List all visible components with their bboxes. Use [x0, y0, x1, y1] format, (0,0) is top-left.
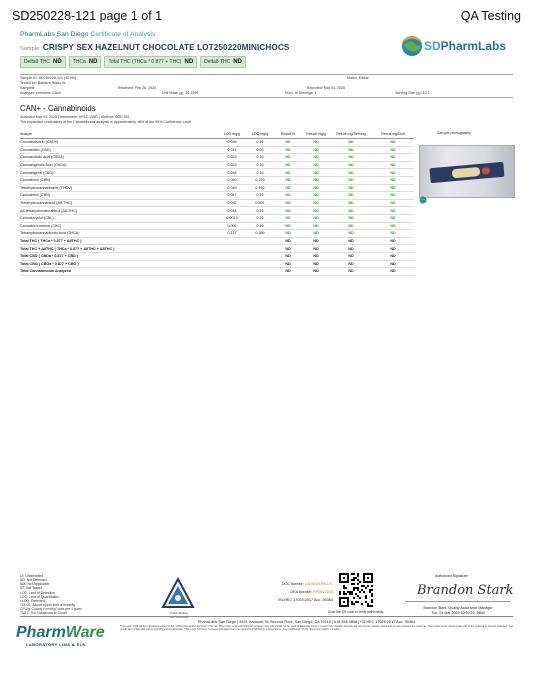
table-row [20, 214, 414, 222]
license-block [233, 580, 333, 604]
cell-value: ND [372, 154, 414, 162]
section-title: CAN+ - Cannabinoids [20, 104, 96, 113]
analyte-name: Cannabicyclol (CBL) [20, 214, 218, 222]
cell-value: ND [330, 260, 372, 268]
cell-value: 0.069 [218, 176, 246, 184]
cell-value: ND [372, 268, 414, 276]
empty-cell [246, 237, 274, 245]
meta-serving-size: Serving Size (g): 10.2 [395, 91, 430, 95]
analyte-name: Cannabidivarin (CBDV) [20, 139, 218, 147]
cell-value: 0.048 [218, 169, 246, 177]
meta-unit-mass: Unit Mass (g): 10.1995 [162, 91, 199, 95]
cell-value: ND [330, 146, 372, 154]
legend-item: >ULOL: Above upper limit of linearity [20, 603, 76, 608]
iso-accreditation: ISO/IEC 17025:2017 Acc. 95364 [278, 598, 333, 602]
cell-value: ND [274, 139, 302, 147]
cell-value: ND [372, 260, 414, 268]
cell-value: ND [274, 192, 302, 200]
signature-image: Brandon Stark [417, 583, 514, 598]
cell-value: 0.16 [246, 214, 274, 222]
globe-icon [419, 196, 427, 204]
badge-total-thc: Total THC (THCa * 0.877 + THC) ND [104, 56, 197, 68]
cell-value: ND [372, 214, 414, 222]
cell-value: ND [330, 222, 372, 230]
signature-line [405, 601, 511, 602]
cell-value: ND [302, 154, 330, 162]
legend-item: N/A: Not Applicable [20, 582, 50, 587]
cell-value: ND [330, 230, 372, 238]
cell-value: 0.16 [246, 169, 274, 177]
badge-delta9: Delta9 THC ND [20, 56, 66, 68]
table-row [20, 154, 414, 162]
total-row [20, 268, 414, 276]
cell-value: 0.307 [246, 199, 274, 207]
section-analyzed: Analyzed Mar 03, 2025 | Instrument: HPLC-VWD | Method: SOP-001 [20, 115, 130, 119]
cell-value: ND [274, 161, 302, 169]
divider [20, 74, 513, 75]
cell-value: 0.16 [246, 154, 274, 162]
col-result-mgg: Result mg/g [302, 130, 330, 139]
analyte-name: Cannabigerol (CBG) [20, 169, 218, 177]
total-row [20, 245, 414, 253]
sample-photo [419, 145, 515, 198]
cell-value: 0.0013 [218, 214, 246, 222]
logo-text-sd: SD [424, 39, 441, 53]
cell-value: 0.049 [218, 184, 246, 192]
cell-value: 0.16 [246, 222, 274, 230]
analyte-name: Tetrahydrocannabinolic Acid (THCA) [20, 230, 218, 238]
cell-value: ND [274, 154, 302, 162]
empty-cell [218, 260, 246, 268]
cell-value: ND [274, 146, 302, 154]
cell-value: ND [274, 222, 302, 230]
analyte-name: Tetrahydrocannabivarin (THCV) [20, 184, 218, 192]
cell-value: ND [274, 169, 302, 177]
cell-value: ND [372, 139, 414, 147]
meta-matrix: Matrix: Edible [347, 76, 369, 80]
cell-value: ND [372, 207, 414, 215]
cell-value: ND [330, 161, 372, 169]
col-lod: LOD mg/g [218, 130, 246, 139]
sample-label: Sample: [20, 46, 41, 52]
table-row [20, 222, 414, 230]
cell-value: ND [372, 161, 414, 169]
cell-value: ND [302, 260, 330, 268]
cell-value: ND [302, 139, 330, 147]
cell-value: ND [274, 199, 302, 207]
cell-value: 0.16 [246, 192, 274, 200]
cell-value: 0.389 [246, 230, 274, 238]
lab-name [20, 31, 155, 38]
sample-title [20, 43, 289, 52]
divider [20, 97, 513, 98]
globe-icon [400, 33, 424, 59]
cell-value: ND [372, 192, 414, 200]
total-name: Total CBG ( CBGa * 0.877 + CBG ) [20, 260, 218, 268]
cell-value: 0.092 [218, 199, 246, 207]
cell-value: ND [302, 230, 330, 238]
cell-value: ND [302, 199, 330, 207]
cell-value: 0.16 [246, 207, 274, 215]
cell-value: ND [302, 192, 330, 200]
table-row [20, 192, 414, 200]
meta-received: Received: Feb 26, 2025 [118, 86, 157, 90]
cell-value: ND [330, 199, 372, 207]
qa-label: QA Testing [460, 9, 521, 23]
doc-type: Certificate of Analysis [90, 31, 156, 38]
cell-value: 0.162 [246, 184, 274, 192]
meta-tested-for: Tested for: Baklava Sticks llc [20, 81, 66, 85]
pjla-text: PJLA Testing Acc. #105364 [169, 611, 189, 619]
cell-value: ND [302, 214, 330, 222]
cell-value: 0.044 [218, 207, 246, 215]
qr-code-icon[interactable] [339, 573, 373, 607]
table-row [20, 169, 414, 177]
cell-value: ND [330, 192, 372, 200]
cell-value: 0.16 [246, 161, 274, 169]
table-row [20, 139, 414, 147]
analyte-name: Cannabidiolic Acid (CBDA) [20, 154, 218, 162]
cell-value: ND [330, 252, 372, 260]
legend-item: LOQ: Limit of Quantitation [20, 594, 60, 599]
legend-item: NT: Not Tested [20, 586, 43, 591]
total-row [20, 237, 414, 245]
table-header-row [20, 130, 414, 139]
cell-value: ND [372, 230, 414, 238]
empty-cell [218, 252, 246, 260]
cell-value: 0.117 [218, 230, 246, 238]
col-analyte: Analyte [20, 130, 218, 139]
meta-analyses: Analyses executed: CAN+ [20, 91, 62, 95]
legend-item: LOD: Limit of Detection [20, 590, 56, 595]
abbreviations-legend [20, 574, 82, 616]
cell-value: ND [274, 230, 302, 238]
footer-divider [20, 616, 513, 617]
cell-value: ND [330, 139, 372, 147]
cell-value: ND [330, 214, 372, 222]
analyte-name: Cannabichromene (CBC) [20, 222, 218, 230]
empty-cell [218, 245, 246, 253]
cell-value: 0.002 [218, 222, 246, 230]
cell-value: 0.047 [218, 192, 246, 200]
cell-value: ND [330, 184, 372, 192]
col-result-pct: Result % [274, 130, 302, 139]
cell-value: ND [372, 146, 414, 154]
table-row [20, 161, 414, 169]
legend-item: TNTC: Too Numerous to Count [20, 611, 67, 616]
legend-item: ND: Not Detected [20, 578, 47, 583]
cell-value: ND [372, 176, 414, 184]
table-row [20, 184, 414, 192]
meta-reported: Reported: Mar 04, 2025 [307, 86, 345, 90]
cell-value: ND [330, 268, 372, 276]
cell-value: ND [330, 154, 372, 162]
cell-value: 0.033 [218, 161, 246, 169]
report-id: SD250228-121 page 1 of 1 [12, 9, 163, 23]
legend-item: <LOQ: Detected [20, 598, 45, 603]
table-row [20, 146, 414, 154]
table-row [20, 207, 414, 215]
sdpharmlabs-logo [400, 33, 520, 59]
analyte-name: Cannabigerolic Acid (CBGA) [20, 161, 218, 169]
cell-value: ND [302, 146, 330, 154]
badge-thca: THCa ND [69, 56, 102, 68]
analyte-name: Δ8-tetrahydrocannabinol (Δ8-THC) [20, 207, 218, 215]
total-name: Total CBD ( CBDa * 0.877 + CBD ) [20, 252, 218, 260]
table-row [20, 176, 414, 184]
cell-value: ND [274, 245, 302, 253]
cell-value: ND [302, 268, 330, 276]
cell-value: ND [330, 237, 372, 245]
col-loq: LOQ mg/g [246, 130, 274, 139]
col-result-serving: Result mg/Serving [330, 130, 372, 139]
analyte-name: Cannabinol (CBN) [20, 192, 218, 200]
cell-value: ND [372, 184, 414, 192]
total-name: Total Cannabinoids Analyzed [20, 268, 218, 276]
cell-value: ND [302, 222, 330, 230]
cell-value: ND [274, 237, 302, 245]
analyte-name: Cannabinol (CBN) [20, 176, 218, 184]
lab-address: PharmLabs San Diego | 3421 Hancock St, Second Floor, San Diego, CA 92110 | 619.356.0898 | ISO/IEC 17025:2017 Acc. 95364 [197, 620, 416, 624]
empty-cell [246, 268, 274, 276]
analyte-name: Cannabidiol (CBD) [20, 146, 218, 154]
cell-value: ND [274, 207, 302, 215]
cell-value: ND [302, 252, 330, 260]
cell-value: ND [274, 268, 302, 276]
cell-value: ND [274, 252, 302, 260]
cell-value: ND [302, 237, 330, 245]
table-row [20, 230, 414, 238]
analyte-name: Tetrahydrocannabinol (Δ9-THC) [20, 199, 218, 207]
empty-cell [246, 260, 274, 268]
cell-value: ND [372, 237, 414, 245]
qr-caption: Scan the QR code to verify authenticity. [328, 610, 384, 614]
cell-value: ND [274, 176, 302, 184]
cell-value: 0.011 [218, 146, 246, 154]
cell-value: ND [372, 245, 414, 253]
cell-value: ND [302, 245, 330, 253]
cell-value: ND [372, 169, 414, 177]
legend-item: UI: Unidentified [20, 574, 44, 578]
cell-value: ND [302, 184, 330, 192]
cell-value: 0.039 [218, 139, 246, 147]
cell-value: ND [330, 207, 372, 215]
total-name: Total THC ( THCa * 0.877 + Δ9THC ) [20, 237, 218, 245]
dcc-license: DCC license: C8-0000096-LIC [281, 582, 333, 586]
cell-value: ND [302, 161, 330, 169]
cell-value: ND [274, 184, 302, 192]
cell-value: ND [330, 176, 372, 184]
pjla-accreditation-icon [161, 577, 195, 613]
cell-value: ND [372, 199, 414, 207]
total-row [20, 252, 414, 260]
disclaimer-text: This report shall not be reproduced except in full, without the written approval of the lab. This report is for informational purposes only and should not be used to diagnose, treat or prevent any disease. Results are only for the sample tested and do not represent the entire lot. The results of this report relate only to the material or product analyzed. Test results are confidential unless explicitly waived otherwise. This report has been reviewed and approved by an authorized laboratory representative. Any modification of this document renders it invalid. [120, 625, 513, 631]
col-result-unit: Result mg/Unit [372, 130, 414, 139]
badge-delta8: Delta8 THC ND [200, 56, 246, 68]
lab-name-text: PharmLabs San Diego [20, 31, 89, 38]
cell-value: 0.033 [218, 154, 246, 162]
empty-cell [218, 268, 246, 276]
cell-value: ND [302, 169, 330, 177]
photo-label: Sample photography [437, 131, 472, 135]
legend-item: CFU/g: Colony Forming Units per 1 gram [20, 607, 82, 612]
cell-value: ND [302, 176, 330, 184]
meta-sampled: Sampled: - [20, 86, 38, 90]
summary-badges [20, 56, 246, 68]
cell-value: 0.03 [246, 146, 274, 154]
pharmware-logo [16, 624, 105, 652]
cell-value: 0.16 [246, 139, 274, 147]
cell-value: ND [330, 169, 372, 177]
cell-value: ND [302, 207, 330, 215]
sample-name: CRISPY SEX HAZELNUT CHOCOLATE LOT250220MINICHOCS [42, 43, 290, 52]
cell-value: ND [274, 260, 302, 268]
total-name: Total THC + Δ8THC ( THCa * 0.877 + Δ9THC + Δ8THC ) [20, 245, 218, 253]
cell-value: ND [372, 252, 414, 260]
dea-license: DEA license: RP0617043 [290, 590, 333, 594]
logo-text-pharmlabs: PharmLabs [440, 39, 507, 53]
meta-servings: Num. of Servings: 1 [285, 91, 317, 95]
section-uncertainty: The expanded Uncertainty of the Cannabinoids analysis is approximately ±8% at the 95% Confidence Level [20, 120, 192, 124]
empty-cell [246, 245, 274, 253]
cannabinoids-table [20, 130, 414, 276]
cell-value: 0.229 [246, 176, 274, 184]
empty-cell [246, 252, 274, 260]
candy-wrapper-image [429, 162, 504, 183]
pharmware-wordmark: PharmWare [16, 624, 105, 641]
logo-text [424, 39, 506, 53]
signatory: Brandon Stark, Quality Assurance Manager Tue, 04 Mar 2025 10:59:29 -0800 [423, 606, 493, 615]
cell-value: ND [274, 214, 302, 222]
empty-cell [218, 237, 246, 245]
cell-value: ND [372, 222, 414, 230]
pharmware-tagline: LABORATORY LIMS & ELN [26, 642, 86, 647]
signature-label: Authorized Signature [435, 574, 468, 578]
table-row [20, 199, 414, 207]
meta-sample-id: Sample ID: SD250228-121 (92190) [20, 76, 77, 80]
total-row [20, 260, 414, 268]
cell-value: ND [330, 245, 372, 253]
